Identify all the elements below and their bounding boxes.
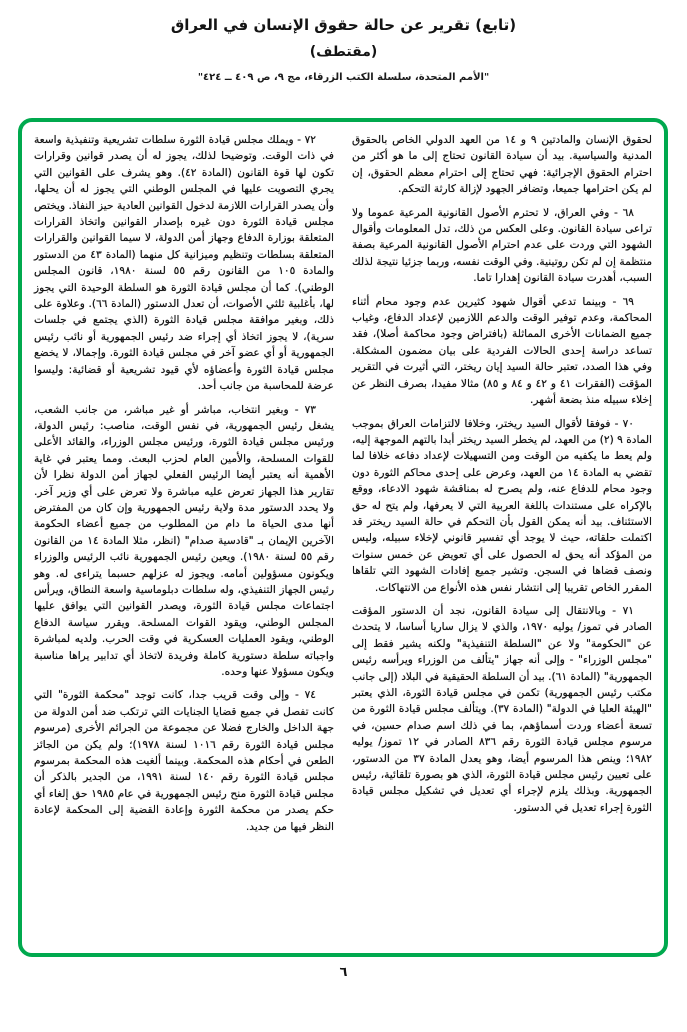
paragraph-74: ٧٤ - وإلى وقت قريب جدا، كانت توجد "محكمة الثورة" التي كانت تفصل في جميع قضايا الجنايات التي ترتكب ضد أمن الدولة من جهة الداخل والخارج فضلا عن مجموعة من الجرائم الأخرى (مرسوم مجلس قيادة الثورة رقم ١٠١٦ لسنة ١٩٧٨)؛ ولم يكن من الجائز الطعن في أحكام هذه المحكمة. وبينما ألغيت هذه المحكمة بمرسوم مجلس قيادة الثورة رقم ١٤٠ لسنة ١٩٩١، من الجدير بالذكر أن مجلس قيادة الثورة منح رئيس الجمهورية في عام ١٩٨٥ حق إلغاء أي حكم يصدر من محكمة الثورة وإعادة القضية إلى المحكمة لإعادة النظر فيها من جديد. [34,689,334,833]
paragraph-continuation: لحقوق الإنسان والمادتين ٩ و ١٤ من العهد الدولي الخاص بالحقوق المدنية والسياسية. بيد أن سيادة القانون تحتاج إلى ما هو أكثر من احترام الحقوق الإجرائية: فهي تحتاج إلى احترام معظم الحقوق، إن لم يكن احترامها جميعا، وتضافر الجهود لإزالة كارثة التحكم. [352,134,652,196]
two-column-layout [34,132,652,945]
paragraph-69: ٦٩ - وبينما تدعي أقوال شهود كثيرين عدم وجود محام أثناء المحاكمة، وعدم توفير الوقت والدعم اللازمين لإعداد الدفاع، وغياب جميع الضمانات الأخرى المماثلة (بافتراض وجود محاكمة أصلا)، فقد تساعد دراسة إحدى الحالات الفردية على بيان مضمون المشكلة. وفي هذا الصدد، تعتبر حالة السيد إيان ريختر، التي أثيرت في التقرير المؤقت (الفقرات ٤١ و ٤٢ و ٨٤ و ٨٥) مثالا مفيدا، بصرف النظر عن إخلاء سبيله منذ بضعة أشهر. [352,295,652,407]
page-number: ٦ [339,965,348,980]
column-right [352,132,652,945]
green-border-content-box [18,118,668,957]
document-title: (تابع) تقرير عن حالة حقوق الإنسان في العراق [170,16,517,34]
document-header [0,0,687,83]
document-subtitle: (مقتطف) [309,44,378,60]
column-left [34,132,334,945]
paragraph-71: ٧١ - وبالانتقال إلى سيادة القانون، نجد أن الدستور المؤقت الصادر في تموز/ يوليه ١٩٧٠، والذي لا يزال ساريا أساسا، لا يتحدث عن "الحكومة" ولا عن "السلطة التنفيذية" ولكنه يشير فقط إلى "مجلس الوزراء" - وإلى أنه جهاز "يتألف من الوزراء ويرأسه رئيس الجمهورية" (المادة ٦١). بيد أن السلطة الحقيقية في البلاد (إلى جانب مكتب رئيس الجمهورية) تكمن في مجلس قيادة الثورة، الذي يعتبر "الهيئة العليا في الدولة" (المادة ٣٧). ويتألف مجلس قيادة الثورة من تسعة أعضاء وردت أسماؤهم، بما في ذلك اسم صدام حسين، في مرسوم مجلس قيادة الثورة رقم ٨٣٦ الصادر في ١٢ تموز/ يوليه ١٩٨٢؛ وينص هذا المرسوم أيضا، وهو يعدل المادة ٣٧ من الدستور، على تعيين رئيس مجلس قيادة الثورة، الذي هو بصورة تلقائية، رئيس الجمهورية. وبذلك يلزم لإجراء أي تعديل في تشكيل مجلس قيادة الثورة إجراء تعديل في الدستور. [352,604,653,814]
document-source-citation: "الأمم المتحدة، سلسلة الكتب الزرقاء، مج ٩، ص ٤٠٩ ــ ٤٢٤" [197,72,490,83]
paragraph-72: ٧٢ - ويملك مجلس قيادة الثورة سلطات تشريعية وتنفيذية واسعة في ذات الوقت. وتوضيحا لذلك، يجوز له أن يصدر قوانين وقرارات تكون لها قوة القانون (المادة ٤٢). وهو يشرف على القوانين التي يجري التصويت عليها في المجلس الوطني التي يجوز له أن يحلها، وأن يصدر القرارات اللازمة لدخول القوانين العادية حيز النفاذ. ويختص مجلس قيادة الثورة دون غيره بإصدار القوانين واتخاذ القرارات المتعلقة بوزارة الدفاع وجهاز أمن الدولة، لا سيما القوانين والقرارات المتعلقة بسلطات وتنظيم وميزانية كل منهما (المادة ٤٣ من الدستور والمادة ١٠٥ من القانون رقم ٥٥ لسنة ١٩٨٠، قانون المجلس الوطني). كما أن مجلس قيادة الثورة هو السلطة الوحيدة التي يجوز لها، بأغلبية ثلثي الأصوات، أن تعدل الدستور (المادة ٦٦). وعلاوة على ذلك، وبغير موافقة مجلس قيادة الثورة (الذي يجتمع في جلسات سرية)، لا يجوز اتخاذ أي إجراء ضد رئيس الجمهورية أو نائب رئيس الجمهورية أو أي عضو آخر في مجلس قيادة الثورة. وإجمالا، لا يخضع مجلس قيادة الثورة وأعضاؤه لأي قيود تشريعية أو قضائية: وليسوا عرضة للمحاسبة من جانب أحد. [34,134,335,393]
paragraph-68: ٦٨ - وفي العراق، لا تحترم الأصول القانونية المرعية عموما ولا تراعى سيادة القانون. وعلى العكس من ذلك، تدل المعلومات وأقوال الشهود التي وردت على عدم احترام الأصول القانونية المرعية بصفة منتظمة إن لم تكن روتينية. وفي الوقت نفسه، وربما جزئيا نتيجة لذلك السبب، أهدرت سيادة القانون إهدارا تاما. [352,206,652,285]
paragraph-70: ٧٠ - فوفقا لأقوال السيد ريختر، وخلافا لالتزامات العراق بموجب المادة ٩ (٢) من العهد، لم يخطر السيد ريختر أبدا بالتهم الموجهة إليه، ولم يعط ما يكفيه من الوقت ومن التسهيلات لإعداد دفاعه خلافا لما تقضي به المادة ١٤ من العهد، وعرض على إحدى محاكم الثورة دون وجود محام للدفاع عنه، ولم يصرح له بمناقشة شهود الادعاء، ووقع بالإكراه على مستندات باللغة العربية التي لا يعرفها، ولم يتح له حق الاستئناف. بيد أنه يمكن القول بأن التحكم في حالة السيد ريختر قد اكتملت حلقاته، حيث لا يوجد أي تفسير قانوني لإخلاء سبيله، وليس من المؤكد أنه يحق له الحصول على أي تعويض عن خمس سنوات ونصف قضاها في السجن. وتشير جميع إفادات الشهود التي تلقاها المقرر الخاص تقريبا إلى انتشار نفس هذه الأنواع من الانتهاكات. [352,417,652,594]
paragraph-73: ٧٣ - وبغير انتخاب، مباشر أو غير مباشر، من جانب الشعب، يشغل رئيس الجمهورية، في نفس الوقت، مناصب: رئيس الدولة، ورئيس مجلس قيادة الثورة، ورئيس مجلس الوزراء، والقائد الأعلى للقوات المسلحة، والأمين العام لحزب البعث. ومما يعتبر في غاية الأهمية أنه يعتبر أيضا الرئيس الفعلي لجهاز أمن الدولة نظرا لأن تقارير هذا الجهاز تعرض عليه مباشرة ولا تعرض على أي وزير آخر. ولا يحدد الدستور مدة ولاية رئيس الجمهورية وإن كان من المفترض أنها مدى الحياة ما دام من المطلوب من جميع أعضاء الحكومة الآخرين الإيمان بـ "قادسية صدام" (انظر، مثلا المادة ١٤ من القانون رقم ٥٥ لسنة ١٩٨٠). ويعين رئيس الجمهورية نائب الرئيس والوزراء ويكونون مسؤولين أمامه. ويجوز له عزلهم حسبما يتراءى له. وهو رئيس الجهاز التنفيذي، وله سلطات دبلوماسية واسعة النطاق، ويرأس اجتماعات مجلس قيادة الثورة، ويصدر القوانين التي يوافق عليها المجلس الوطني، ويقود القوات المسلحة. ويقرر سياسة الدفاع الوطني، ويقود العمليات العسكرية في وقت الحرب. ولديه لمباشرة واجباته سلطة دستورية كاملة وفريدة لاتخاذ أي تدابير يراها مناسبة ويكون مسؤولا عنها وحده. [34,403,334,678]
